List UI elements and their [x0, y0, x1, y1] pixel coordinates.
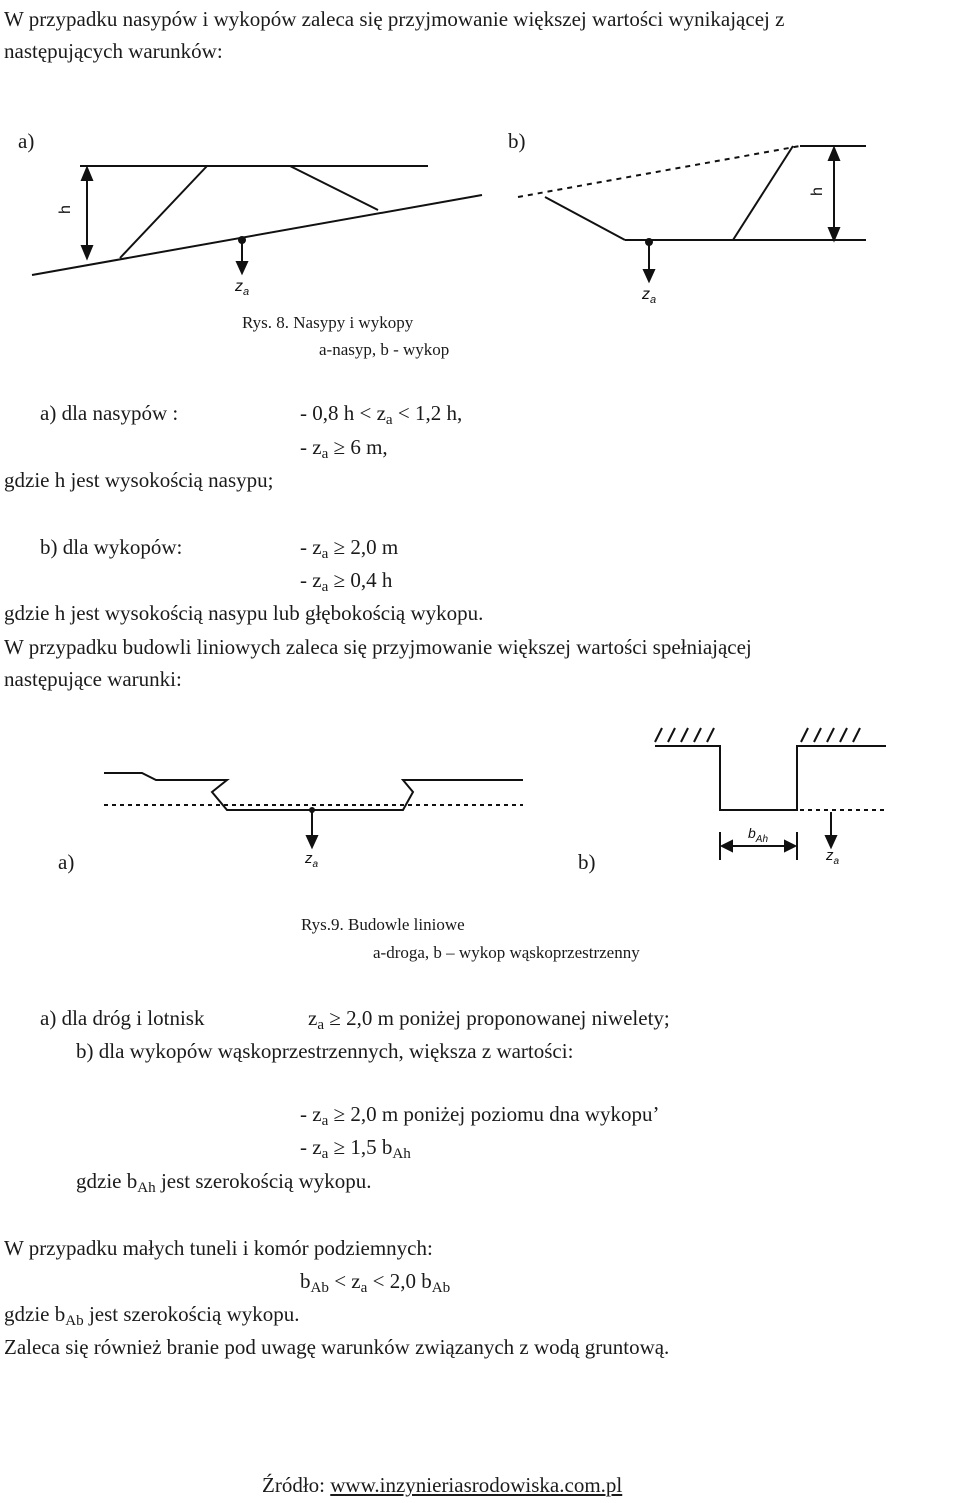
fig8a-right-slope [290, 166, 378, 210]
fig9b-za-arrowhead [826, 836, 836, 847]
fig8a-h-label: h [57, 205, 74, 214]
fig8b-left-slope [545, 197, 625, 240]
roads-note: gdzie $b_{Ah}$ jest szerokością wykopu. [76, 1169, 372, 1197]
fig8-label-a: a) [18, 129, 35, 153]
roads-b-label: b) dla wykopów wąskoprzestrzennych, większa z wartości: [76, 1039, 574, 1063]
fig9-caption-line-1: Rys.9. Budowle liniowe [301, 915, 465, 934]
fig8a-ground-line [32, 195, 482, 275]
linear-line-2: następujące warunki: [4, 667, 182, 691]
groundwater-note: Zaleca się również branie pod uwagę warunków związanych z wodą gruntową. [4, 1335, 670, 1359]
fig9-caption-line-2: a-droga, b – wykop wąskoprzestrzenny [373, 943, 640, 962]
fig8a-za-arrowhead [237, 262, 247, 273]
cond-a-label: a) dla nasypów : [40, 401, 179, 425]
fig8b-h-arrow-bottom [829, 228, 839, 240]
cond-a-condition-1: - 0,8 $h < z_a < 1,2$ h, [300, 401, 463, 429]
fig9a-za-arrowhead [307, 836, 317, 847]
intro-line-2: następujących warunków: [4, 39, 223, 63]
tunnels-formula: $b_{Ab} < z_a < 2,0$ $b_{Ab}$ [300, 1269, 451, 1297]
linear-line-1: W przypadku budowli liniowych zaleca się przyjmowanie większej wartości spełniającej [4, 635, 752, 659]
fig9a-za-point [309, 807, 315, 813]
fig9b-hatching-left [655, 728, 714, 742]
tunnels-note: gdzie $b_{Ab}$ jest szerokością wykopu. [4, 1302, 300, 1330]
fig9b-bah-label: $b_{Ah}$ [748, 825, 769, 845]
roads-a-label: a) dla dróg i lotnisk [40, 1006, 205, 1030]
fig8a-h-arrow-top [82, 168, 92, 180]
cond-a-note: gdzie h jest wysokością nasypu; [4, 468, 274, 492]
cond-a-condition-2: - $z_a \ge 6$ m, [300, 435, 388, 463]
fig9a-za-label: $z_a$ [305, 850, 319, 870]
fig8b-h-label: h [809, 187, 826, 196]
fig9-label-b: b) [578, 850, 596, 874]
cond-b-label: b) dla wykopów: [40, 535, 183, 559]
fig9-diagram [0, 700, 960, 900]
fig8b-right-slope [733, 146, 793, 240]
fig8a-za-point [238, 236, 246, 244]
roads-b-condition-2: - $z_a \ge 1,5$ $b_{Ah}$ [300, 1135, 411, 1163]
roads-a-condition: $z_a \ge 2,0$ m poniżej proponowanej niwelety; [308, 1006, 670, 1034]
cond-b-condition-2: - $z_a \ge 0,4$ h [300, 568, 393, 596]
source-label: Źródło: [262, 1473, 331, 1497]
fig8-label-b: b) [508, 129, 526, 153]
source-link[interactable]: www.inzynieriasrodowiska.com.pl [330, 1473, 623, 1497]
fig8b-ground-dashed [518, 146, 800, 197]
fig9b-hatching-right [801, 728, 860, 742]
fig8-caption-line-2: a-nasyp, b - wykop [319, 340, 450, 359]
fig8a-za-label: $z_a$ [235, 278, 250, 298]
fig9b-bah-arrow-left [722, 841, 732, 851]
fig8a-h-arrow-bottom [82, 246, 92, 258]
cond-b-condition-1: - $z_a \ge 2,0$ m [300, 535, 399, 563]
fig8b-za-arrowhead [644, 270, 654, 281]
fig9b-trench [655, 746, 886, 810]
intro-line-1: W przypadku nasypów i wykopów zaleca się przyjmowanie większej wartości wynikającej z [4, 7, 785, 31]
fig8b-h-arrow-top [829, 148, 839, 160]
fig8-caption-line-1: Rys. 8. Nasypy i wykopy [242, 313, 414, 332]
fig9-label-a: a) [58, 850, 75, 874]
cond-b-note: gdzie h jest wysokością nasypu lub głębokością wykopu. [4, 601, 484, 625]
tunnels-line-1: W przypadku małych tuneli i komór podziemnych: [4, 1236, 433, 1260]
fig9b-bah-arrow-right [785, 841, 795, 851]
fig9b-za-label: $z_a$ [826, 847, 840, 867]
roads-b-condition-1: - $z_a \ge 2,0$ m poniżej poziomu dna wykopu’ [300, 1102, 660, 1130]
fig8b-za-label: $z_a$ [642, 286, 657, 306]
fig8-diagram [0, 0, 960, 310]
fig8a-left-slope [120, 166, 207, 258]
source-footer [262, 1472, 622, 1498]
fig8b-za-point [645, 238, 653, 246]
